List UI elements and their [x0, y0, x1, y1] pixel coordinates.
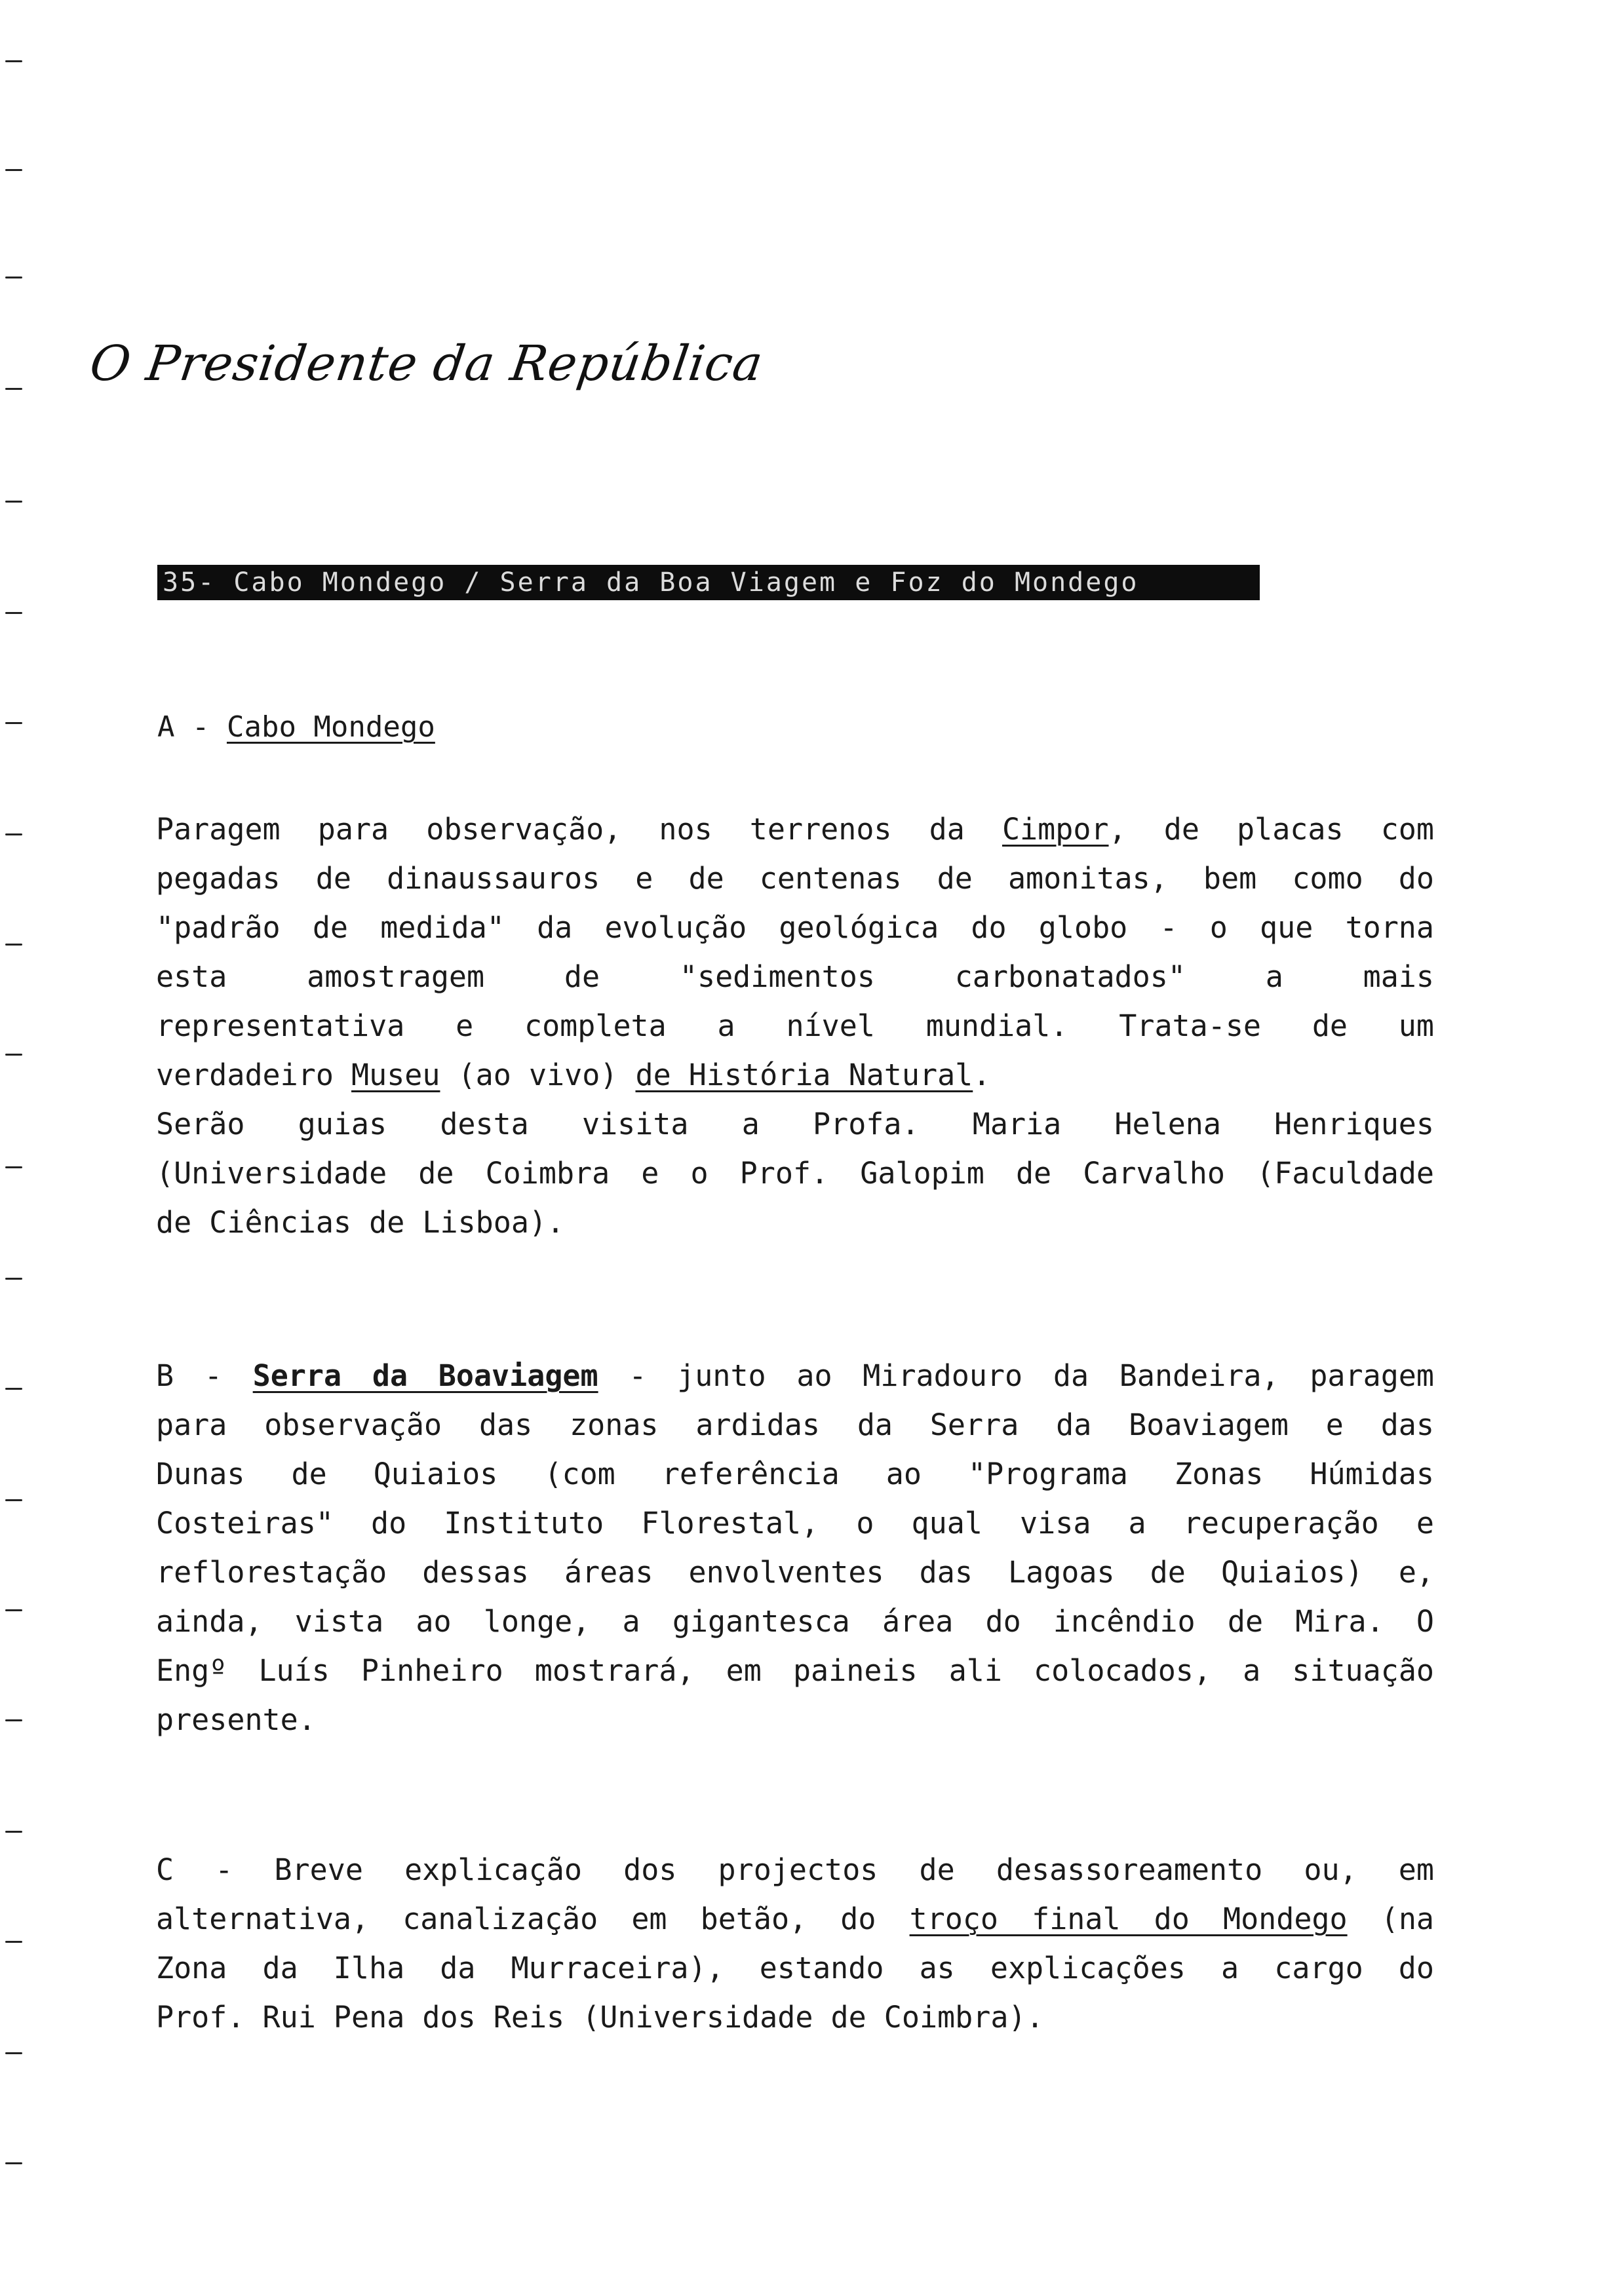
text-line: Zona da Ilha da Murraceira), estando as explicações a cargo do [156, 1951, 1434, 1985]
text-line: verdadeiro Museu (ao vivo) de História Natural. [156, 1058, 991, 1092]
letterhead-title: O Presidente da República [86, 335, 767, 392]
margin-mark [5, 1941, 22, 1943]
text-line: B - Serra da Boaviagem - junto ao Miradouro da Bandeira, paragem [156, 1358, 1434, 1393]
text-line: para observação das zonas ardidas da Serra da Boaviagem e das [156, 1407, 1434, 1442]
margin-mark [5, 1499, 22, 1501]
margin-mark [5, 501, 22, 503]
section-a-heading [157, 708, 435, 747]
margin-mark [5, 1278, 22, 1280]
text-line: Engº Luís Pinheiro mostrará, em paineis ali colocados, a situação [156, 1653, 1434, 1688]
margin-mark [5, 2052, 22, 2054]
section-b-title: Serra da Boaviagem [252, 1358, 598, 1393]
margin-mark [5, 60, 22, 62]
text-line: de Ciências de Lisboa). [156, 1205, 565, 1240]
margin-mark [5, 2162, 22, 2164]
section-header: 35- Cabo Mondego / Serra da Boa Viagem e Foz do Mondego [157, 565, 1260, 600]
troco-final-underlined: troço final do Mondego [909, 1902, 1348, 1936]
margin-mark [5, 1054, 22, 1056]
text-line: Dunas de Quiaios (com referência ao "Programa Zonas Húmidas [156, 1457, 1434, 1491]
section-a-label: A - [157, 710, 227, 744]
text-line: (Universidade de Coimbra e o Prof. Galopim de Carvalho (Faculdade [156, 1156, 1434, 1191]
section-b-paragraph [156, 1351, 1434, 1744]
text-line: alternativa, canalização em betão, do troço final do Mondego (na [156, 1902, 1434, 1936]
text-line: reflorestação dessas áreas envolventes das Lagoas de Quiaios) e, [156, 1555, 1434, 1590]
text-line: C - Breve explicação dos projectos de desassoreamento ou, em [156, 1852, 1434, 1887]
margin-mark [5, 1719, 22, 1721]
museu-underlined: Museu [351, 1058, 440, 1092]
text-line: representativa e completa a nível mundial. Trata-se de um [156, 1008, 1434, 1043]
section-c-paragraph [156, 1845, 1434, 2042]
margin-mark [5, 1388, 22, 1390]
margin-mark [5, 388, 22, 390]
text-line: pegadas de dinaussauros e de centenas de amonitas, bem como do [156, 861, 1434, 896]
section-a-title: Cabo Mondego [226, 710, 435, 744]
margin-mark [5, 1609, 22, 1611]
text-line: Prof. Rui Pena dos Reis (Universidade de Coimbra). [156, 2000, 1044, 2035]
margin-mark [5, 1166, 22, 1168]
cimpor-link: Cimpor [1002, 812, 1109, 847]
text-line: ainda, vista ao longe, a gigantesca área do incêndio de Mira. O [156, 1604, 1434, 1639]
section-a-paragraph [156, 805, 1434, 1247]
margin-mark [5, 169, 22, 171]
margin-mark [5, 944, 22, 946]
text-line: Paragem para observação, nos terrenos da Cimpor, de placas com [156, 812, 1434, 847]
margin-mark [5, 1831, 22, 1833]
margin-mark [5, 612, 22, 614]
text-line: Serão guias desta visita a Profa. Maria Helena Henriques [156, 1107, 1434, 1141]
historia-natural-underlined: de História Natural [635, 1058, 973, 1092]
text-line: "padrão de medida" da evolução geológica do globo - o que torna [156, 910, 1434, 945]
margin-mark [5, 277, 22, 278]
margin-mark [5, 833, 22, 835]
text-line: presente. [156, 1702, 316, 1737]
text-line: esta amostragem de "sedimentos carbonatados" a mais [156, 959, 1434, 994]
margin-mark [5, 722, 22, 724]
text-line: Costeiras" do Instituto Florestal, o qual visa a recuperação e [156, 1506, 1434, 1540]
